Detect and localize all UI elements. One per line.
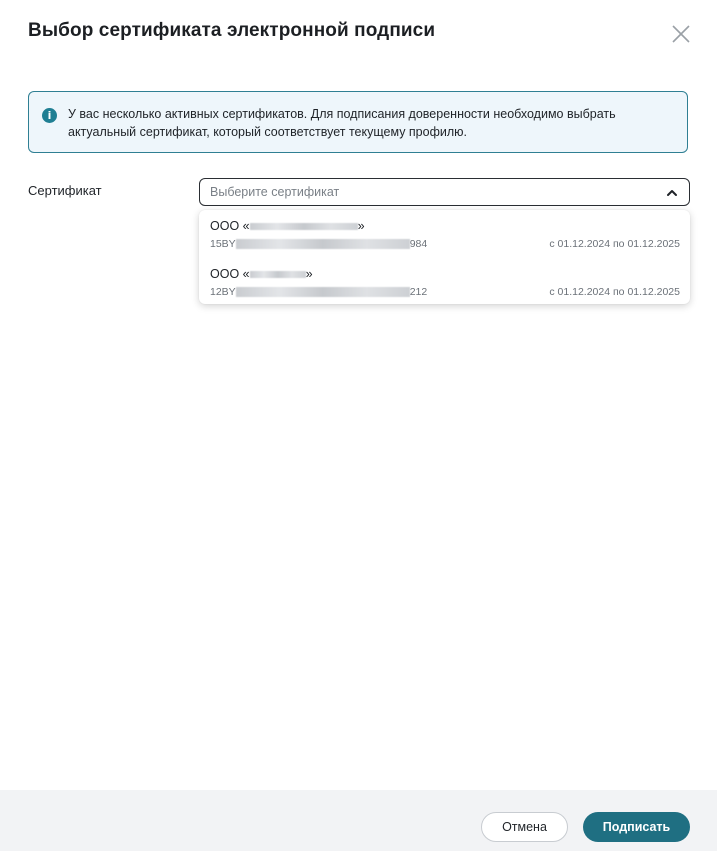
certificate-serial-suffix: 984 <box>409 238 428 250</box>
dialog-header <box>0 0 717 69</box>
certificate-select[interactable] <box>199 178 690 206</box>
cancel-button[interactable]: Отмена <box>481 812 568 842</box>
redacted-name <box>250 223 358 230</box>
certificate-name-suffix: » <box>305 267 313 281</box>
redacted-name <box>250 271 306 278</box>
info-icon: i <box>42 108 57 123</box>
certificate-option[interactable] <box>199 210 690 256</box>
certificate-serial <box>210 286 427 298</box>
close-icon[interactable] <box>669 22 693 46</box>
certificate-name <box>210 219 365 233</box>
redacted-serial <box>236 239 410 249</box>
dialog-title: Выбор сертификата электронной подписи <box>28 20 436 41</box>
certificate-name <box>210 267 313 281</box>
info-banner <box>28 91 688 153</box>
certificate-field-label: Сертификат <box>28 183 102 198</box>
certificate-serial-prefix: 15BY <box>210 238 236 250</box>
certificate-name-suffix: » <box>357 219 365 233</box>
certificate-serial-suffix: 212 <box>409 286 428 298</box>
certificate-dropdown <box>199 210 690 304</box>
sign-button[interactable]: Подписать <box>583 812 690 842</box>
certificate-name-prefix: ООО « <box>210 267 250 281</box>
chevron-up-icon[interactable] <box>665 186 679 198</box>
certificate-validity: с 01.12.2024 по 01.12.2025 <box>549 286 680 298</box>
certificate-serial-prefix: 12BY <box>210 286 236 298</box>
certificate-serial <box>210 238 427 250</box>
info-text: У вас несколько активных сертификатов. Для подписания доверенности необходимо выбрать актуальный сертификат, который соответствует текущему профилю. <box>68 107 616 139</box>
redacted-serial <box>236 287 410 297</box>
certificate-select-placeholder: Выберите сертификат <box>210 185 340 199</box>
certificate-validity: с 01.12.2024 по 01.12.2025 <box>549 238 680 250</box>
certificate-option[interactable] <box>199 258 690 304</box>
certificate-name-prefix: ООО « <box>210 219 250 233</box>
